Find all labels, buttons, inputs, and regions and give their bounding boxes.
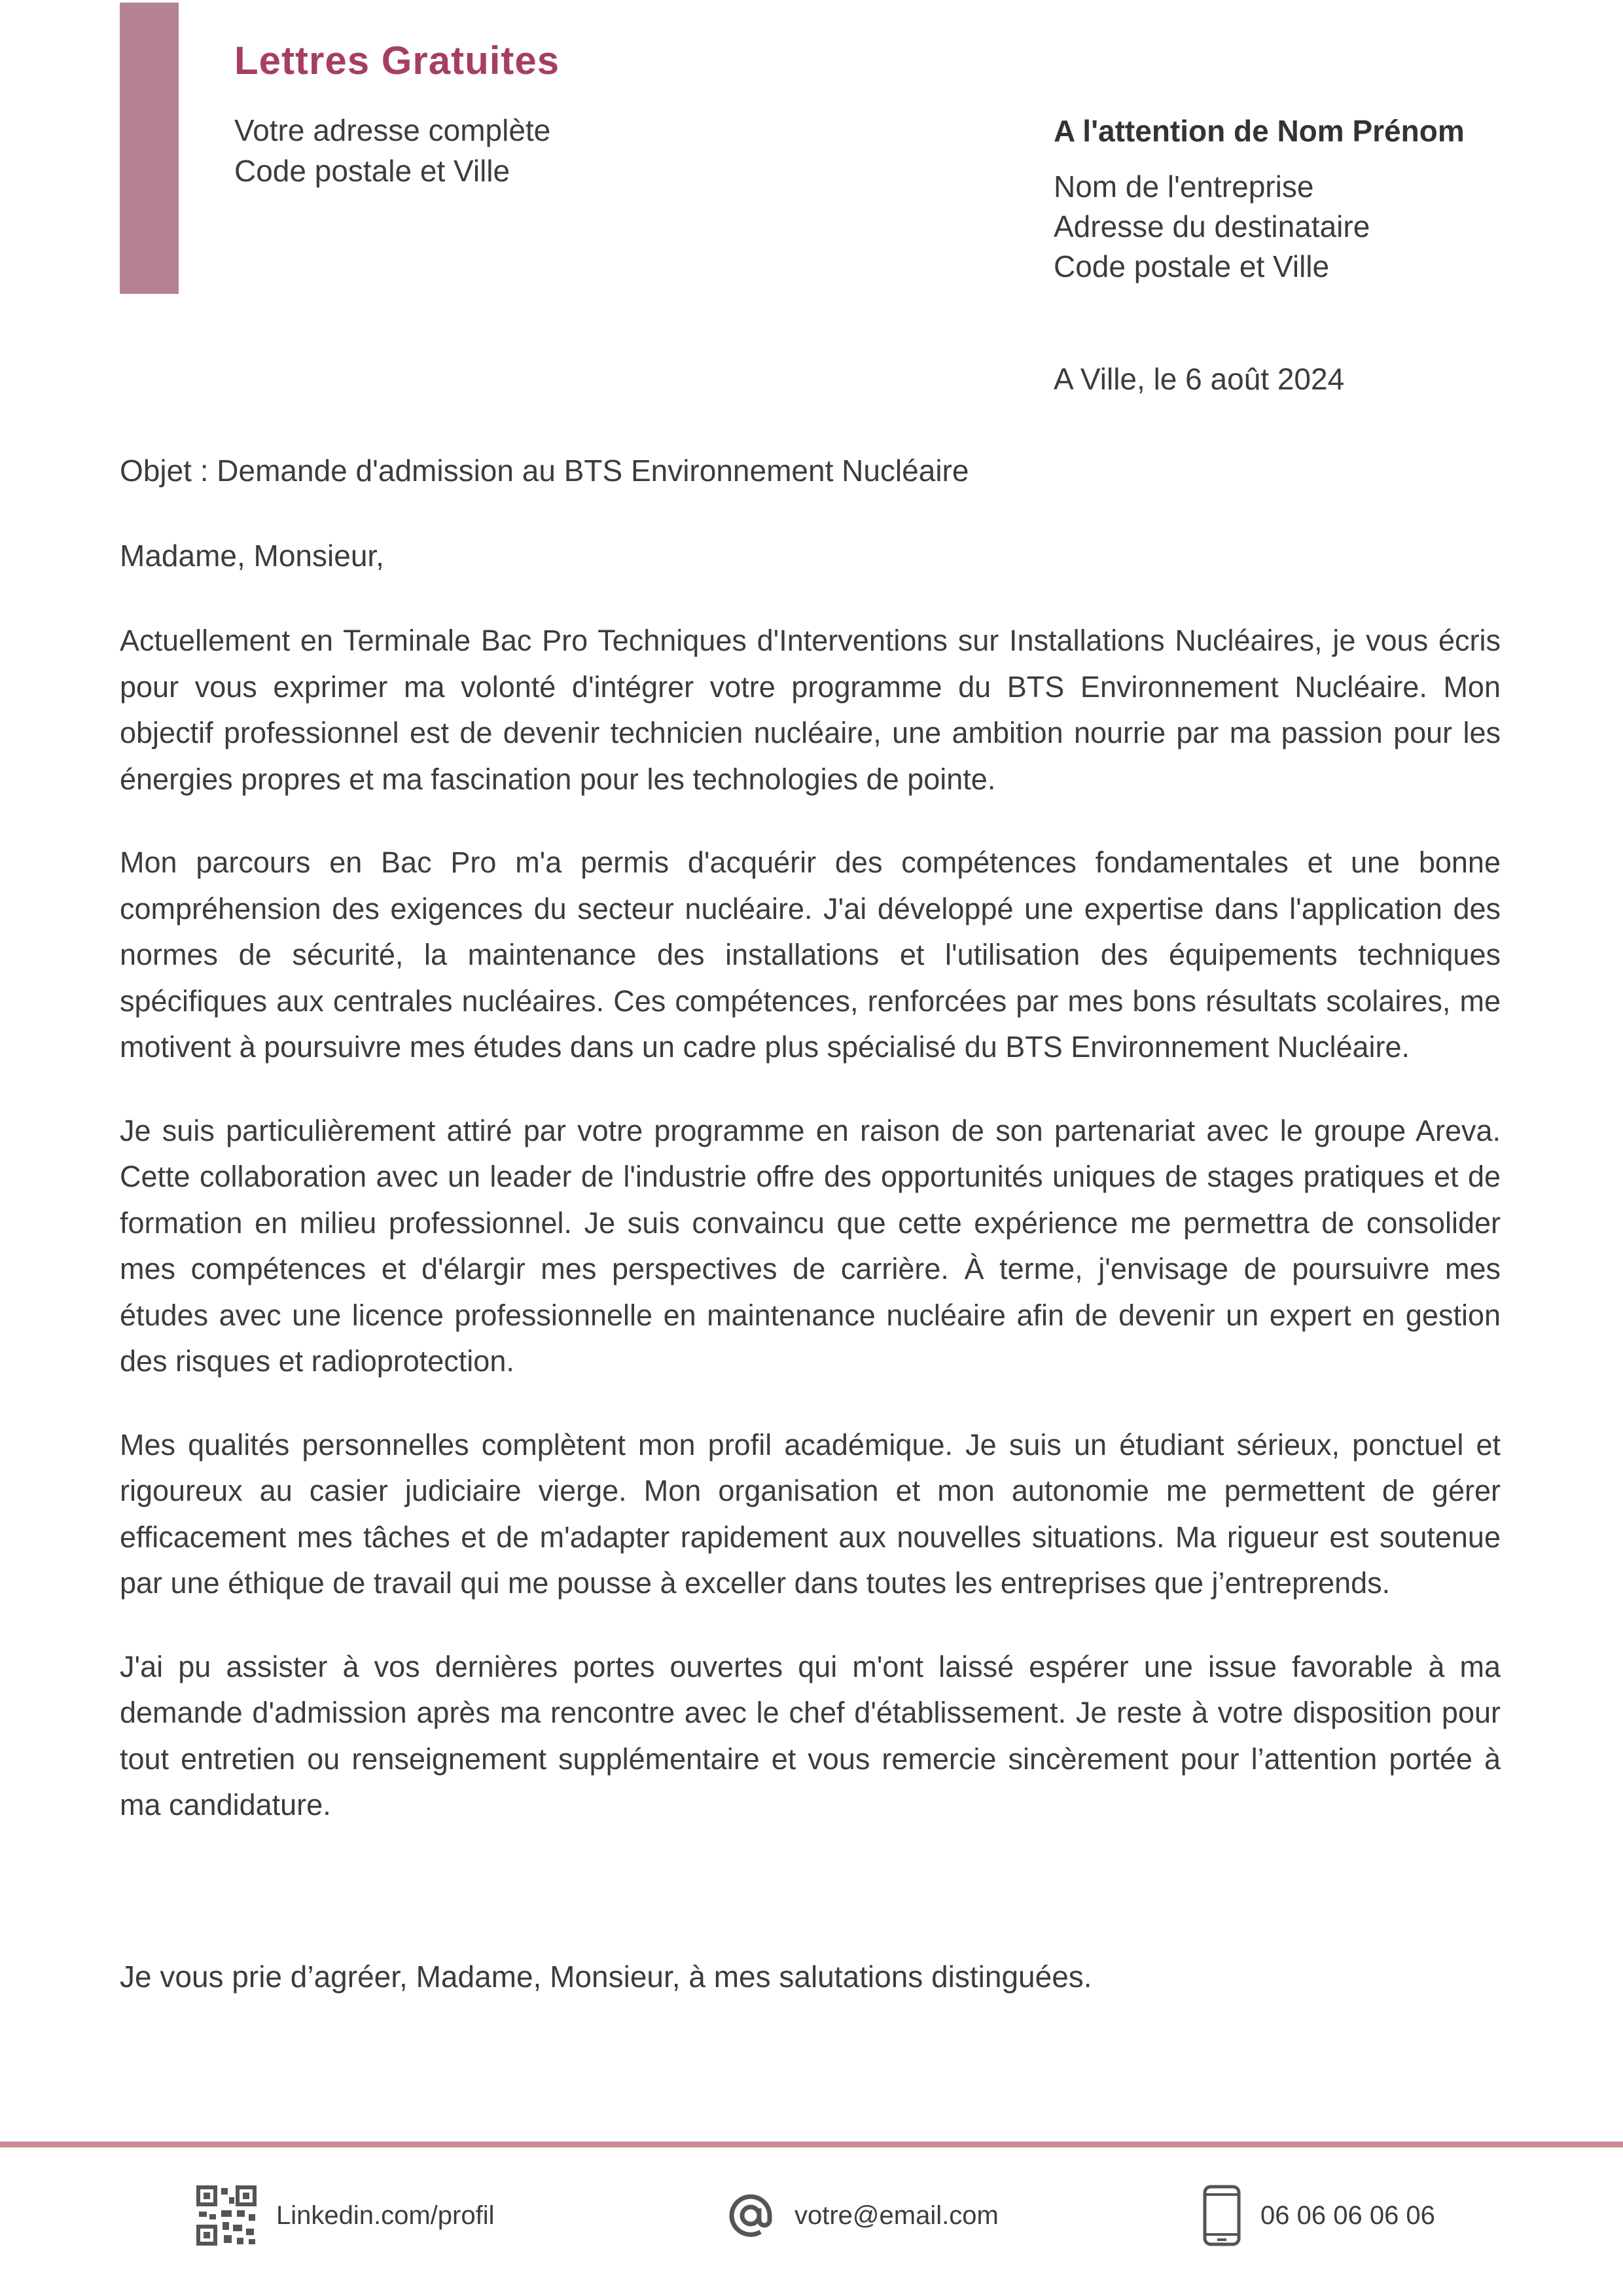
mobile-phone-icon [1203,2185,1241,2246]
phone-label: 06 06 06 06 06 [1260,2200,1435,2230]
letter-salutation: Madame, Monsieur, [120,539,384,573]
body-paragraph: Mes qualités personnelles complètent mon profil académique. Je suis un étudiant sérieux, ponctuel et rigoureux au casier judiciaire vierge. Mon organisation et mon autonomie me permettent de gérer efficacement mes tâches et de m'adapter rapidement aux nouvelles situations. Ma rigueur est soutenue par une éthique de travail qui me pousse à exceller dans toutes les entreprises que j’entreprends. [120,1427,1501,1600]
body-paragraph: Mon parcours en Bac Pro m'a permis d'acquérir des compétences fondamentales et une bonne compréhension des exigences du secteur nucléaire. J'ai développé une expertise dans l'application des normes de sécurité, la maintenance des installations et l'utilisation des équipements techniques spécifiques aux centrales nucléaires. Ces compétences, renforcées par mes bons résultats scolaires, me motivent à poursuivre mes études dans un cadre plus spécialisé du BTS Environnement Nucléaire. [120,846,1501,1064]
brand-title: Lettres Gratuites [234,39,560,82]
footer-linkedin[interactable] [196,2183,495,2248]
recipient-company: Nom de l'entreprise [1054,170,1314,204]
letter-subject: Objet : Demande d'admission au BTS Environnement Nucléaire [120,454,969,488]
recipient-address: Adresse du destinataire [1054,209,1370,243]
recipient-attention: A l'attention de Nom Prénom [1054,114,1465,148]
sender-address: Votre adresse complète [234,113,551,147]
email-label: votre@email.com [794,2200,999,2230]
footer-divider [0,2142,1623,2147]
body-paragraph: Je suis particulièrement attiré par votre programme en raison de son partenariat avec le groupe Areva. Cette collaboration avec un leader de l'industrie offre des opportunités uniques de stages pratiques et de formation en milieu professionnel. Je suis convaincu que cette expérience me permettra de consolider mes compétences et d'élargir mes perspectives de carrière. À terme, j'envisage de poursuivre mes études avec une licence professionnelle en maintenance nucléaire afin de devenir un expert en gestion des risques et radioprotection. [120,1113,1501,1378]
at-sign-icon [726,2191,775,2240]
footer-phone[interactable] [1203,2183,1435,2248]
sender-city: Code postale et Ville [234,154,510,188]
recipient-city: Code postale et Ville [1054,249,1330,283]
recipient-block [1054,111,1465,287]
linkedin-label: Linkedin.com/profil [276,2200,495,2230]
header-accent-bar [120,3,179,294]
footer-email[interactable] [726,2183,999,2248]
body-paragraph: Actuellement en Terminale Bac Pro Techniques d'Interventions sur Installations Nucléaires, je vous écris pour vous exprimer ma volonté d'intégrer votre programme du BTS Environnement Nucléaire. Mon objectif professionnel est de devenir technicien nucléaire, une ambition nourrie par ma passion pour les énergies propres et ma fascination pour les technologies de pointe. [120,624,1501,796]
letter-closing: Je vous prie d’agréer, Madame, Monsieur, à mes salutations distinguées. [120,1960,1092,1994]
body-paragraph: J'ai pu assister à vos dernières portes ouvertes qui m'ont laissé espérer une issue favorable à ma demande d'admission après ma rencontre avec le chef d'établissement. Je reste à votre disposition pour tout entretien ou renseignement supplémentaire et vous remercie sincèrement pour l’attention portée à ma candidature. [120,1649,1501,1821]
sender-block [234,110,550,191]
letter-body [120,618,1501,1866]
qr-code-icon [196,2185,257,2246]
letter-date: A Ville, le 6 août 2024 [1054,362,1345,396]
